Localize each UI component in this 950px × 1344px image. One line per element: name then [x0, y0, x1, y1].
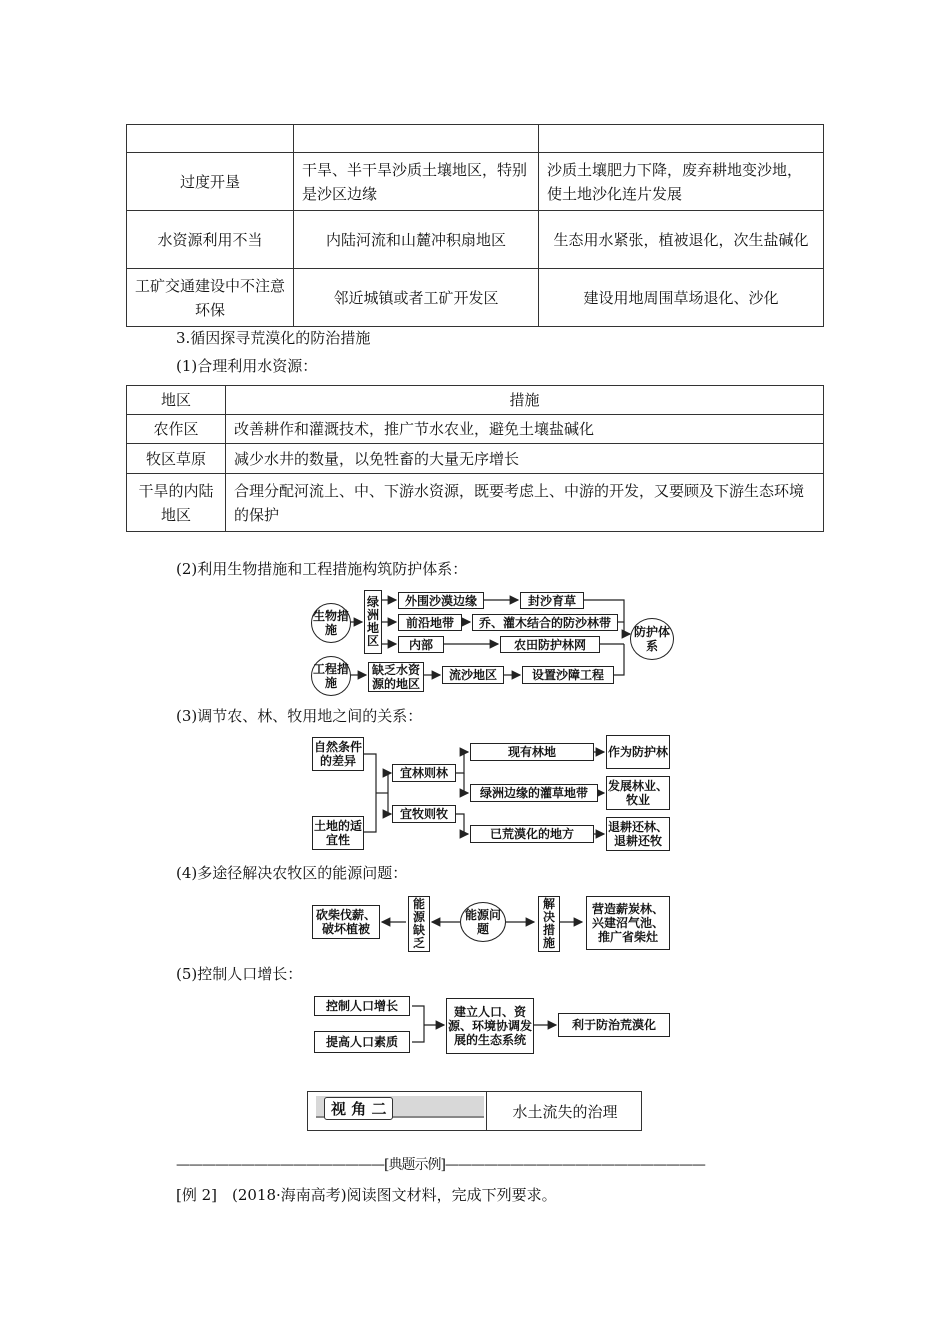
solution-node: 解 决 措 施 [538, 896, 560, 952]
viewpoint-title: 水土流失的治理 [486, 1092, 643, 1130]
table-cell: 合理分配河流上、中、下游水资源，既要考虑上、中游的开发，又要顾及下游生态环境的保护 [226, 474, 824, 532]
energy-shortage-node: 能 源 缺 乏 [408, 896, 430, 952]
table-cell: 农作区 [127, 415, 226, 444]
table-cell: 牧区草原 [127, 444, 226, 474]
restore-node: 退耕还林、退耕还牧 [606, 817, 670, 851]
shelterbelt-node: 乔、灌木结合的防沙林带 [472, 614, 618, 631]
section-heading: 3.循因探寻荒漠化的防治措施 [176, 329, 371, 347]
energy-problem-node: 能源问题 [460, 902, 506, 942]
bio-measures-node: 生物措施 [311, 603, 351, 643]
farm-shelter-node: 农田防护林网 [500, 636, 600, 653]
table-cell: 干旱的内陆地区 [127, 474, 226, 532]
develop-node: 发展林业、牧业 [606, 776, 670, 810]
table-cell: 减少水井的数量，以免牲畜的大量无序增长 [226, 444, 824, 474]
forest-suitable-node: 宜林则林 [392, 764, 456, 782]
outer-desert-node: 外围沙漠边缘 [398, 592, 484, 609]
item-heading: (2)利用生物措施和工程措施构筑防护体系： [176, 560, 468, 578]
cut-firewood-node: 砍柴伐薪、破坏植被 [312, 905, 380, 939]
improve-quality-node: 提高人口素质 [314, 1031, 410, 1053]
desertified-area-node: 已荒漠化的地方 [470, 825, 594, 843]
as-shelter-node: 作为防护林 [606, 735, 670, 769]
table-cell: 改善耕作和灌溉技术，推广节水农业，避免土壤盐碱化 [226, 415, 824, 444]
eng-measures-node: 工程措施 [311, 656, 351, 696]
land-suitability-node: 土地的适宜性 [312, 816, 364, 850]
sand-barrier-node: 设置沙障工程 [522, 666, 614, 684]
table-cell: 沙质土壤肥力下降，废弃耕地变沙地，使土地沙化连片发展 [539, 153, 824, 211]
pasture-suitable-node: 宜牧则牧 [392, 805, 456, 823]
lack-water-node: 缺乏水资源的地区 [368, 662, 424, 692]
table-cell: 建设用地周围草场退化、沙化 [539, 269, 824, 327]
oasis-node: 绿 洲 地 区 [364, 590, 382, 654]
table-cell: 邻近城镇或者工矿开发区 [294, 269, 539, 327]
item-heading: (4)多途径解决农牧区的能源问题： [176, 864, 408, 882]
table-cell: 内陆河流和山麓冲积扇地区 [294, 211, 539, 269]
viewpoint-tag [316, 1096, 484, 1118]
viewpoint-banner [307, 1091, 642, 1131]
control-population-node: 控制人口增长 [314, 996, 410, 1016]
table-cell: 过度开垦 [127, 153, 294, 211]
front-zone-node: 前沿地带 [398, 614, 462, 631]
example-prompt: [例 2] (2018·海南高考)阅读图文材料，完成下列要求。 [176, 1186, 557, 1204]
interior-node: 内部 [398, 636, 444, 653]
energy-measures-node: 营造薪炭林、兴建沼气池、推广省柴灶 [586, 896, 670, 950]
viewpoint-tag-label: 视 角 二 [324, 1097, 393, 1120]
seal-sand-node: 封沙育草 [520, 592, 584, 609]
table-cell: 工矿交通建设中不注意环保 [127, 269, 294, 327]
item-heading: (1)合理利用水资源： [176, 357, 318, 375]
table-header: 措施 [226, 386, 824, 415]
flowing-sand-node: 流沙地区 [442, 666, 504, 684]
table-header: 地区 [127, 386, 226, 415]
natural-conditions-node: 自然条件的差异 [312, 737, 364, 771]
item-heading: (5)控制人口增长： [176, 965, 303, 983]
protection-system-node: 防护体系 [630, 618, 674, 660]
prevent-desert-node: 利于防治荒漠化 [558, 1013, 670, 1037]
example-divider: ————————————————[典题示例]———————————————————— [176, 1157, 705, 1173]
shrub-zone-node: 绿洲边缘的灌草地带 [470, 784, 598, 802]
ecosystem-node: 建立人口、资源、环境协调发展的生态系统 [446, 998, 534, 1054]
item-heading: (3)调节农、林、牧用地之间的关系： [176, 707, 423, 725]
table-cell: 生态用水紧张，植被退化，次生盐碱化 [539, 211, 824, 269]
table-cell: 水资源利用不当 [127, 211, 294, 269]
existing-forest-node: 现有林地 [470, 743, 594, 761]
table-cell: 干旱、半干旱沙质土壤地区，特别是沙区边缘 [294, 153, 539, 211]
